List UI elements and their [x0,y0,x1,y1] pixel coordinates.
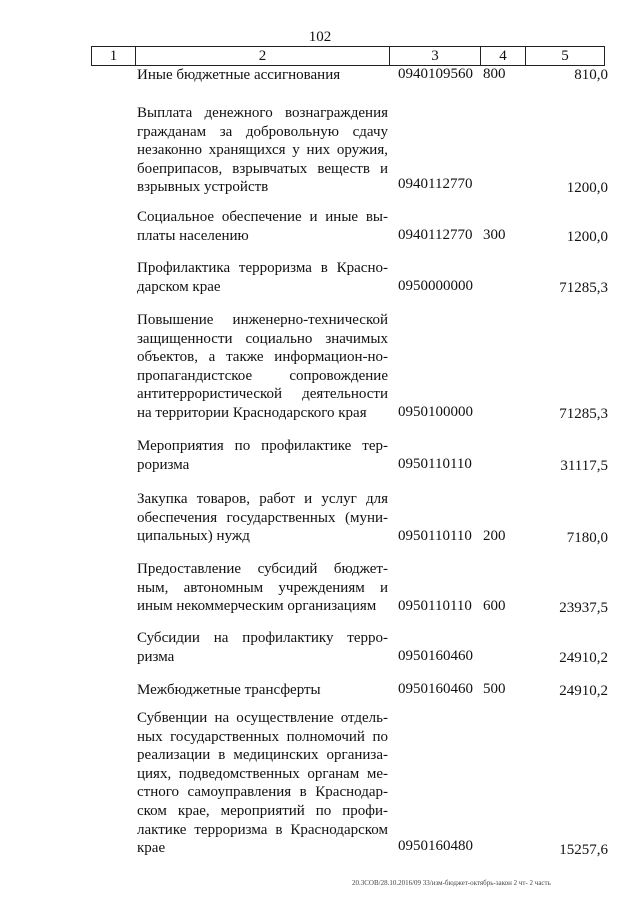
row-description: Повышение инженерно-технической защищенности социально значимых объектов, а также информацион-но-пропагандистское сопровождение антитеррористической деятельности на территории Краснодарского края [137,312,388,421]
row-amount: 24910,2 [559,650,608,666]
row-expense-type: 200 [483,528,506,544]
row-amount: 7180,0 [566,530,608,546]
row-expense-type: 800 [483,66,506,82]
row-description: Субсидии на профилактику терро-ризма [137,630,388,665]
row-target-code: 0940112770 [398,176,473,192]
header-col-1: 1 [91,47,135,65]
row-target-code: 0950160460 [398,681,473,697]
row-target-code: 0940109560 [398,66,473,82]
row-target-code: 0950110110 [398,456,472,472]
row-expense-type: 500 [483,681,506,697]
row-amount: 15257,6 [559,842,608,858]
row-description: Выплата денежного вознаграждения гражданам за добровольную сдачу незаконно хранящихся у них оружия, боеприпасов, взрывчатых веществ и взрывных устройств [137,105,388,196]
row-description: Субвенции на осуществление отдель-ных государственных полномочий по реализации в медицинских организа-циях, подведомственных органам ме-стного самоуправления в Краснодар-ском крае, мероприятий по профи-лактике терроризма в Краснодарском крае [137,710,388,857]
row-target-code: 0950110110 [398,528,472,544]
row-description: Мероприятия по профилактике тер-роризма [137,438,388,473]
row-amount: 24910,2 [559,683,608,699]
row-target-code: 0950160460 [398,648,473,664]
table-header [91,46,605,66]
row-target-code: 0950000000 [398,278,473,294]
header-col-4: 4 [480,47,525,65]
page-number: 102 [308,29,332,45]
row-amount: 71285,3 [559,406,608,422]
row-description: Закупка товаров, работ и услуг для обеспечения государственных (муни-ципальных) нужд [137,491,388,545]
row-description: Профилактика терроризма в Красно-дарском крае [137,260,388,295]
row-target-code: 0950110110 [398,598,472,614]
row-expense-type: 300 [483,227,506,243]
header-col-3: 3 [389,47,480,65]
footer-doc-path: 20.3СОВ/28.10.2016/09 33/изм-бюджет-октябрь-закон 2 чт- 2 часть [352,879,551,887]
row-description: Социальное обеспечение и иные вы-платы населению [137,209,388,244]
row-description: Предоставление субсидий бюджет-ным, автономным учреждениям и иным некоммерческим организациям [137,561,388,615]
row-target-code: 0940112770 [398,227,473,243]
row-amount: 31117,5 [560,458,608,474]
row-amount: 1200,0 [566,229,608,245]
header-col-5: 5 [525,47,605,65]
row-target-code: 0950160480 [398,838,473,854]
row-expense-type: 600 [483,598,506,614]
row-description: Межбюджетные трансферты [137,682,321,698]
header-col-2: 2 [135,47,389,65]
row-description: Иные бюджетные ассигнования [137,67,341,83]
row-target-code: 0950100000 [398,404,473,420]
row-amount: 23937,5 [559,600,608,616]
row-amount: 1200,0 [566,180,608,196]
row-amount: 71285,3 [559,280,608,296]
row-amount: 810,0 [574,67,608,83]
